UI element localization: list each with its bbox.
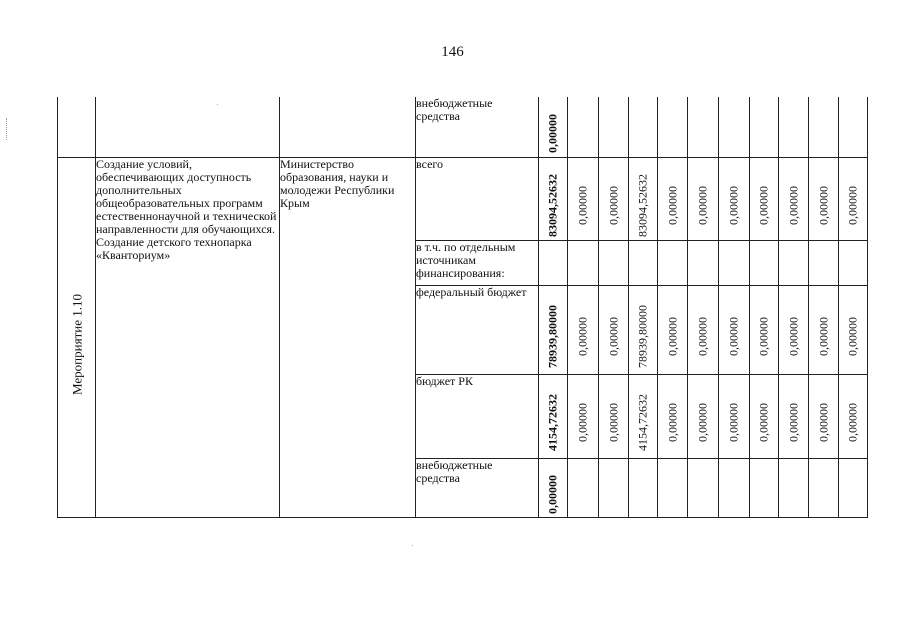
year-value: 0,00000 — [845, 316, 860, 356]
sum-value: 83094,52632 — [545, 174, 560, 237]
sum-value: 4154,72632 — [545, 394, 560, 452]
funding-table — [57, 97, 868, 518]
source-label: федеральный бюджет — [416, 286, 539, 374]
year-value: 0,00000 — [665, 316, 679, 356]
year-value: 0,00000 — [726, 316, 741, 356]
year-value: 0,00000 — [695, 316, 710, 356]
source-label: внебюджетные средства — [416, 458, 539, 517]
year-value: 78939,80000 — [635, 304, 650, 368]
year-value: 0,00000 — [575, 403, 590, 443]
source-label: внебюджетные средства — [416, 97, 539, 158]
measure-label-cell — [58, 158, 96, 518]
year-value: 0,00000 — [845, 403, 860, 443]
sum-value: 0,00000 — [545, 114, 560, 153]
year-value: 0,00000 — [726, 186, 741, 225]
year-value: 0,00000 — [726, 403, 741, 443]
year-value: 0,00000 — [756, 403, 771, 443]
measure-executor: Министерство образования, науки и молодежи Республики Крым — [280, 158, 416, 518]
measure-label: Мероприятие 1.10 — [69, 293, 84, 395]
year-value: 0,00000 — [695, 403, 710, 443]
year-value: 0,00000 — [695, 186, 710, 225]
year-value: 0,00000 — [845, 186, 860, 225]
year-value: 4154,72632 — [635, 394, 650, 452]
year-value: 0,00000 — [816, 316, 830, 356]
year-value: 0,00000 — [816, 186, 830, 225]
year-value: 0,00000 — [665, 186, 679, 225]
year-value: 0,00000 — [575, 186, 590, 225]
year-value: 0,00000 — [756, 316, 771, 356]
page-number: 146 — [441, 44, 464, 60]
scan-artifact — [6, 118, 10, 140]
year-value: 0,00000 — [665, 403, 679, 443]
measure-description: Создание условий, обеспечивающих доступность дополнительных общеобразовательных программ естественнонаучной и технической направленности для обучающихся. Создание детского технопарка «Кванториум» — [96, 158, 280, 518]
table-row-prev-extra — [58, 97, 868, 158]
year-value: 0,00000 — [606, 186, 620, 225]
year-value: 0,00000 — [606, 403, 620, 443]
source-label: в т.ч. по отдельным источникам финансирования: — [416, 241, 539, 286]
year-value: 0,00000 — [575, 316, 590, 356]
source-label: всего — [416, 158, 539, 241]
scan-speck — [412, 545, 413, 546]
year-value: 0,00000 — [786, 403, 800, 443]
year-value: 0,00000 — [786, 316, 800, 356]
sum-value: 0,00000 — [545, 474, 560, 514]
year-value: 0,00000 — [816, 403, 830, 443]
sum-value: 78939,80000 — [545, 304, 560, 368]
year-value: 0,00000 — [786, 186, 800, 225]
table-row-total — [58, 158, 868, 241]
year-value: 83094,52632 — [635, 174, 650, 237]
year-value: 0,00000 — [606, 316, 620, 356]
source-label: бюджет РК — [416, 374, 539, 458]
year-value: 0,00000 — [756, 186, 771, 225]
